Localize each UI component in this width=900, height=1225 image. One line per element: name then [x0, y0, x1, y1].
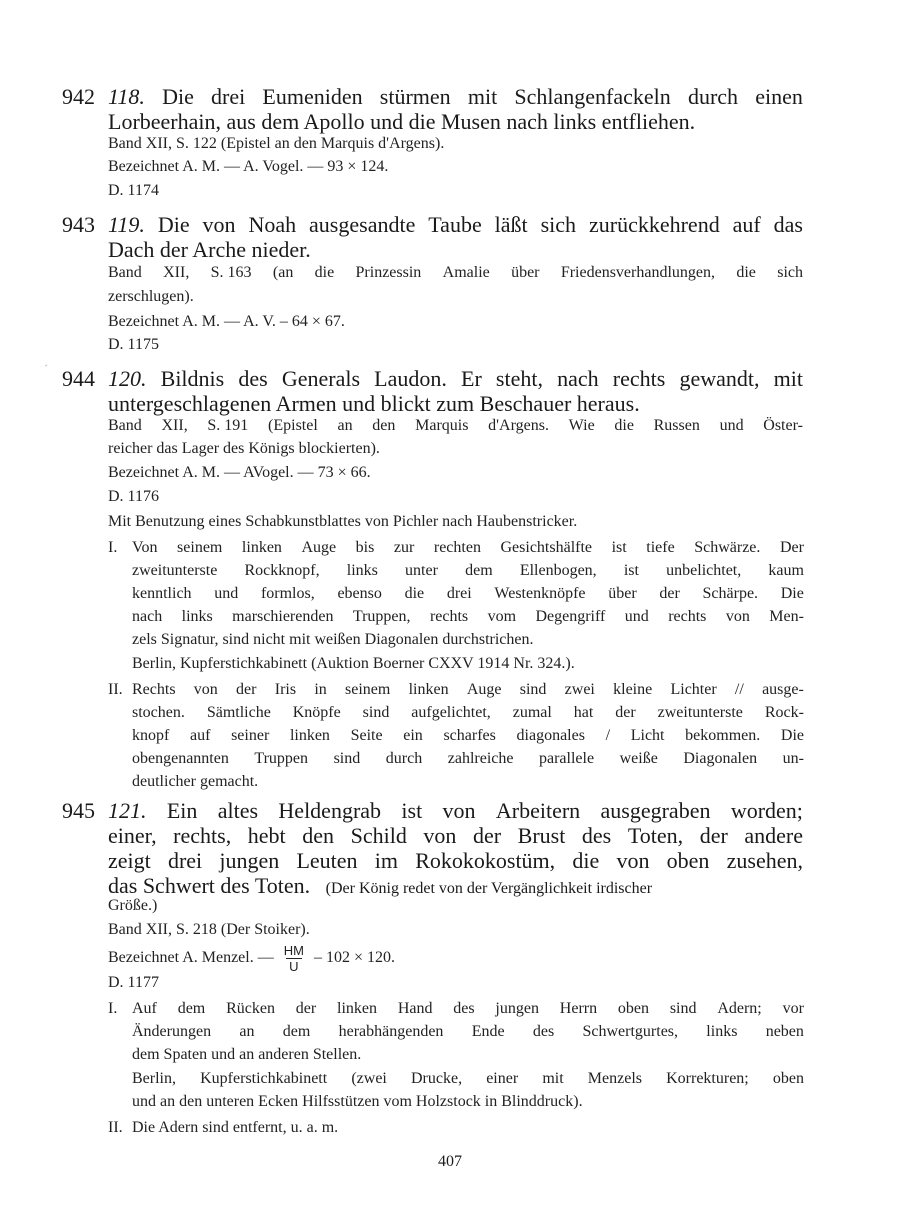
word: rechts — [612, 366, 666, 391]
word: jungen — [495, 1000, 539, 1017]
title-line — [108, 848, 803, 873]
word: die — [404, 585, 425, 602]
state-text — [132, 726, 804, 746]
word: S. 191 — [207, 417, 249, 434]
word: ebenso — [337, 585, 382, 602]
word: XII, — [163, 264, 190, 281]
word: Band — [108, 264, 142, 281]
title-line — [108, 84, 803, 109]
band-reference — [108, 263, 803, 283]
word: kaum — [768, 562, 804, 579]
word: dem — [465, 562, 493, 579]
word: das — [773, 212, 803, 237]
word: über — [608, 585, 637, 602]
word: neben — [765, 1023, 804, 1040]
word: Ein — [166, 798, 198, 823]
margin-mark: ˊ — [44, 362, 48, 376]
word: drei — [446, 585, 472, 602]
word: linken — [408, 681, 449, 698]
word: aufgelichtet, — [411, 704, 491, 721]
title-line: Lorbeerhain, aus dem Apollo und die Musen nach links entfliehen. — [108, 109, 696, 134]
word: drei — [211, 84, 246, 109]
word: Schärpe. — [702, 585, 759, 602]
location-note-cont: und an den unteren Ecken Hilfsstützen vom Holzstock in Blinddruck). — [132, 1093, 583, 1110]
word: zahlreiche — [447, 750, 514, 767]
catalogue-number: 118. — [108, 84, 145, 109]
word: an — [337, 417, 353, 434]
word: steht, — [495, 366, 543, 391]
word: mit — [542, 1070, 564, 1087]
word: sind — [333, 750, 361, 767]
word: einen — [755, 84, 803, 109]
word: Ende — [471, 1023, 505, 1040]
band-reference-cont: reicher das Lager des Königs blockierten). — [108, 440, 380, 457]
word: Auf — [132, 1000, 157, 1017]
word: Truppen, — [352, 608, 411, 625]
word: Schwertgurtes, — [582, 1023, 679, 1040]
word: Wie — [568, 417, 595, 434]
title-line: untergeschlagenen Armen und blickt zum Beschauer heraus. — [108, 391, 640, 416]
word: einer — [486, 1070, 519, 1087]
word: von — [193, 681, 218, 698]
word: Auge — [301, 539, 337, 556]
word: S. 163 — [210, 264, 252, 281]
word: Diagonalen — [683, 750, 758, 767]
word: stochen. — [132, 704, 185, 721]
entry-number: 945 — [62, 798, 95, 823]
signature-note: Bezeichnet A. M. — A. V. – 64 × 67. — [108, 313, 345, 330]
state-text: deutlicher gemacht. — [132, 773, 259, 790]
word: des — [238, 366, 268, 391]
word: zurückkehrend — [588, 212, 720, 237]
state-text — [132, 607, 804, 627]
state-text — [132, 538, 804, 558]
entry-number: 944 — [62, 366, 95, 391]
word: Rücken — [226, 1000, 275, 1017]
word: von — [423, 823, 457, 848]
word: Drucke, — [410, 1070, 463, 1087]
word: Marquis — [415, 417, 469, 434]
word: Friedensverhandlungen, — [560, 264, 716, 281]
word: ausge- — [762, 681, 804, 698]
word: Ellenbogen, — [519, 562, 597, 579]
title-line — [108, 798, 803, 823]
word: Toten, — [627, 823, 684, 848]
word: jungen — [219, 848, 280, 873]
word: Auge — [466, 681, 502, 698]
word: linken — [337, 1000, 377, 1017]
word: vor — [782, 1000, 804, 1017]
d-number: D. 1176 — [108, 488, 159, 505]
word: der — [295, 1000, 317, 1017]
word: formlos, — [260, 585, 315, 602]
word: bekommen. — [685, 727, 761, 744]
word: auf — [189, 727, 211, 744]
word: Änderungen — [132, 1023, 212, 1040]
word: tiefe — [646, 539, 675, 556]
word: sind — [362, 704, 390, 721]
word: Sämtliche — [206, 704, 271, 721]
word: sich — [777, 264, 803, 281]
word: Berlin, — [132, 1070, 176, 1087]
word: von — [442, 798, 476, 823]
word: Eumeniden — [262, 84, 363, 109]
word: (an — [272, 264, 294, 281]
word: andere — [744, 823, 803, 848]
word: die — [736, 264, 756, 281]
word: Licht — [630, 727, 665, 744]
word: Herrn — [559, 1000, 598, 1017]
word: (zwei — [351, 1070, 387, 1087]
commentary: (Der König redet von der Vergänglichkeit irdischer — [325, 880, 653, 897]
word: Laudon. — [374, 366, 447, 391]
word: zweitunterste — [132, 562, 218, 579]
word: Der — [779, 539, 804, 556]
d-number: D. 1177 — [108, 974, 159, 991]
word: des — [581, 823, 612, 848]
word: XII, — [161, 417, 188, 434]
word: auf — [732, 212, 761, 237]
word: weiße — [619, 750, 658, 767]
word: Men- — [769, 608, 804, 625]
band-reference: Band XII, S. 218 (Der Stoiker). — [108, 921, 310, 938]
state-text — [132, 584, 804, 604]
word: Rokokokostüm, — [415, 848, 556, 873]
word: Prinzessin — [355, 264, 422, 281]
word: nach — [557, 366, 599, 391]
word: Von — [132, 539, 158, 556]
word: Er — [461, 366, 482, 391]
word: stürmen — [379, 84, 451, 109]
word: Korrekturen; — [666, 1070, 749, 1087]
state-text — [132, 680, 804, 700]
word: Degengriff — [535, 608, 606, 625]
catalogue-number: 120. — [108, 366, 147, 391]
commentary-cont: Größe.) — [108, 897, 158, 914]
location-note — [132, 1069, 804, 1089]
word: oben — [666, 848, 710, 873]
word: Die — [157, 212, 190, 237]
word: Taube — [428, 212, 482, 237]
word: zeigt — [108, 848, 151, 873]
word: kenntlich — [132, 585, 192, 602]
word: von — [725, 608, 750, 625]
word: unter — [405, 562, 438, 579]
word: Iris — [274, 681, 297, 698]
d-number: D. 1174 — [108, 182, 159, 199]
catalogue-number: 119. — [108, 212, 145, 237]
state-text — [132, 1022, 804, 1042]
word: rechts — [668, 608, 707, 625]
word: vom — [487, 608, 517, 625]
word: Heldengrab — [278, 798, 382, 823]
word: Schlangenfackeln — [514, 84, 671, 109]
word: Menzels — [587, 1070, 642, 1087]
word: an — [239, 1023, 255, 1040]
word: Westenknöpfe — [494, 585, 586, 602]
word: des — [453, 1000, 475, 1017]
word: durch — [385, 750, 423, 767]
word: der — [659, 585, 680, 602]
word: Noah — [248, 212, 297, 237]
word: Die — [162, 84, 194, 109]
entry-number: 942 — [62, 84, 95, 109]
word: rechten — [433, 539, 481, 556]
word: ausgesandte — [309, 212, 416, 237]
word: die — [572, 848, 600, 873]
word: den — [302, 823, 335, 848]
word: Kupferstichkabinett — [200, 1070, 328, 1087]
word: den — [372, 417, 396, 434]
catalogue-number: 121. — [108, 798, 147, 823]
word: über — [511, 264, 540, 281]
word: Seite — [350, 727, 383, 744]
word: seinem — [345, 681, 391, 698]
word: seiner — [231, 727, 270, 744]
word: die — [614, 417, 634, 434]
word: läßt — [494, 212, 528, 237]
title-line — [108, 366, 803, 391]
signature-note: Bezeichnet A. M. — A. Vogel. — 93 × 124. — [108, 158, 389, 175]
title-line — [108, 212, 803, 237]
word: in — [314, 681, 327, 698]
word: diagonales — [516, 727, 585, 744]
word: kleine — [613, 681, 653, 698]
word: sind — [669, 1000, 697, 1017]
word: Generals — [281, 366, 361, 391]
word: der — [699, 823, 728, 848]
word: mit — [467, 84, 498, 109]
word: Brust — [517, 823, 566, 848]
word: dem — [282, 1023, 311, 1040]
band-reference-cont: zerschlugen). — [108, 288, 194, 305]
word: einer, — [108, 823, 157, 848]
word: Bildnis — [160, 366, 225, 391]
page-number: 407 — [438, 1153, 462, 1170]
word: zwei — [564, 681, 595, 698]
word: sich — [540, 212, 577, 237]
title-line: Dach der Arche nieder. — [108, 237, 311, 262]
word: drei — [167, 848, 203, 873]
word: Arbeitern — [495, 798, 581, 823]
word: zweitunterste — [657, 704, 743, 721]
word: Lichter — [670, 681, 717, 698]
word: der — [472, 823, 502, 848]
word: / — [605, 727, 611, 744]
word: oben — [617, 1000, 650, 1017]
word: gewandt, — [679, 366, 760, 391]
word: oben — [772, 1070, 804, 1087]
location-note: Berlin, Kupferstichkabinett (Auktion Boerner CXXV 1914 Nr. 324.). — [132, 655, 575, 672]
title-line: das Schwert des Toten. — [108, 873, 311, 898]
title-line — [108, 823, 803, 848]
word: Rechts — [132, 681, 176, 698]
word: Rockknopf, — [244, 562, 320, 579]
d-number: D. 1175 — [108, 336, 159, 353]
signature-note: Bezeichnet A. Menzel. — $\frac{HM}{U}$ – 102 × 120. — [108, 943, 395, 974]
word: Die — [780, 727, 804, 744]
word: Hand — [397, 1000, 433, 1017]
word: scharfes — [443, 727, 496, 744]
word: seinem — [177, 539, 223, 556]
word: // — [734, 681, 744, 698]
word: rechts, — [173, 823, 232, 848]
word: Gesichtshälfte — [500, 539, 593, 556]
word: altes — [217, 798, 259, 823]
word: Die — [780, 585, 804, 602]
word: ist — [401, 798, 423, 823]
word: links — [181, 608, 213, 625]
word: der — [615, 704, 636, 721]
word: Öster- — [763, 417, 803, 434]
word: sind — [519, 681, 547, 698]
word: marschierenden — [232, 608, 334, 625]
word: (Epistel — [268, 417, 318, 434]
word: Truppen — [254, 750, 309, 767]
state-number: II. — [108, 1119, 123, 1136]
word: Schwärze. — [694, 539, 761, 556]
word: links — [346, 562, 378, 579]
word: mit — [773, 366, 803, 391]
word: zumal — [512, 704, 552, 721]
word: d'Argens. — [488, 417, 549, 434]
word: knopf — [132, 727, 170, 744]
word: linken — [241, 539, 282, 556]
word: unbelichtet, — [666, 562, 742, 579]
word: linken — [289, 727, 330, 744]
word: Amalie — [442, 264, 490, 281]
word: bis — [355, 539, 375, 556]
word: worden; — [730, 798, 803, 823]
word: und — [624, 608, 649, 625]
state-text: zels Signatur, sind nicht mit weißen Diagonalen durchstrichen. — [132, 631, 534, 648]
word: parallele — [539, 750, 595, 767]
band-reference: Band XII, S. 122 (Epistel an den Marquis d'Argens). — [108, 135, 445, 152]
state-number: I. — [108, 539, 118, 556]
monogram: $\frac{HM}{U}$ — [283, 943, 304, 974]
word: von — [616, 848, 650, 873]
word: Schild — [350, 823, 407, 848]
word: von — [202, 212, 236, 237]
word: im — [374, 848, 398, 873]
word: des — [532, 1023, 555, 1040]
word: die — [314, 264, 335, 281]
word: rechts — [429, 608, 469, 625]
word: ist — [623, 562, 639, 579]
word: und — [214, 585, 239, 602]
state-number: I. — [108, 1000, 118, 1017]
word: Russen — [653, 417, 700, 434]
state-text — [132, 703, 804, 723]
word: ausgegraben — [600, 798, 711, 823]
word: hat — [573, 704, 594, 721]
word: ein — [403, 727, 423, 744]
word: ist — [611, 539, 627, 556]
source-note: Mit Benutzung eines Schabkunstblattes von Pichler nach Haubenstricker. — [108, 513, 578, 530]
word: links — [706, 1023, 738, 1040]
word: hebt — [247, 823, 286, 848]
band-reference — [108, 416, 803, 436]
state-text — [132, 999, 804, 1019]
state-text — [132, 561, 804, 581]
signature-note: Bezeichnet A. M. — AVogel. — 73 × 66. — [108, 464, 371, 481]
word: und — [719, 417, 744, 434]
word: der — [236, 681, 257, 698]
state-text: Die Adern sind entfernt, u. a. m. — [132, 1119, 339, 1136]
word: durch — [687, 84, 739, 109]
word: Leuten — [296, 848, 358, 873]
word: zur — [393, 539, 415, 556]
word: dem — [177, 1000, 206, 1017]
word: nach — [132, 608, 163, 625]
word: herabhängenden — [338, 1023, 444, 1040]
word: Adern; — [717, 1000, 762, 1017]
word: un- — [782, 750, 804, 767]
word: zusehen, — [726, 848, 803, 873]
state-text — [132, 749, 804, 769]
word: Knöpfe — [292, 704, 341, 721]
state-text: dem Spaten und an anderen Stellen. — [132, 1046, 362, 1063]
word: Band — [108, 417, 142, 434]
word: Rock- — [764, 704, 804, 721]
word: obengenannten — [132, 750, 229, 767]
entry-number: 943 — [62, 212, 95, 237]
state-number: II. — [108, 681, 123, 698]
